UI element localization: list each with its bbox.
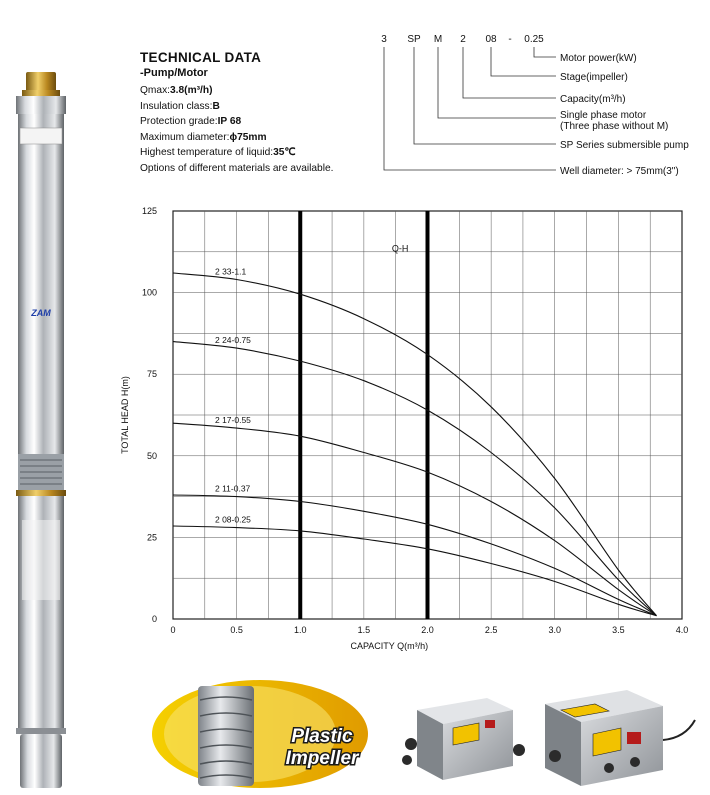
code-label: (Three phase without M) <box>560 121 669 132</box>
tech-line: Highest temperature of liquid:35℃ <box>140 147 296 159</box>
series-label: 2 11-0.37 <box>214 483 251 494</box>
code-label: Capacity(m³/h) <box>560 94 626 105</box>
control-box-1 <box>402 698 525 780</box>
chart-title: Q-H <box>391 243 409 254</box>
code-part: M <box>433 34 443 45</box>
code-label: Stage(impeller) <box>560 72 628 83</box>
series-label: 2 24-0.75 <box>214 335 251 346</box>
y-tick-label: 100 <box>141 287 157 298</box>
pump-illustration <box>6 70 76 790</box>
pump-brand-label: ZAM <box>31 308 51 318</box>
plastic-impeller-illustration <box>150 672 380 790</box>
control-box-2 <box>545 690 695 786</box>
code-part: 08 <box>485 34 497 45</box>
model-code-parts <box>381 34 544 45</box>
x-tick-label: 2.5 <box>484 625 498 635</box>
code-part: 2 <box>460 34 466 45</box>
model-code-diagram <box>360 20 710 180</box>
impeller-badge-line1: Plastic <box>291 726 353 747</box>
y-tick-label: 50 <box>146 450 157 461</box>
x-tick-label: 3.0 <box>548 625 562 635</box>
technical-data <box>140 50 380 177</box>
series-label: 2 17-0.55 <box>214 415 251 426</box>
tech-line: Options of different materials are available. <box>140 162 334 174</box>
x-axis-label: CAPACITY Q(m³/h) <box>350 641 429 651</box>
tech-title: TECHNICAL DATA <box>140 50 262 65</box>
code-label: Well diameter: > 75mm(3") <box>560 166 679 177</box>
code-part: - <box>508 34 512 45</box>
code-part: 0.25 <box>524 34 544 45</box>
x-tick-label: 4.0 <box>675 625 689 635</box>
x-tick-label: 1.0 <box>293 625 307 635</box>
control-boxes-illustration <box>395 680 705 790</box>
series-labels <box>215 267 251 525</box>
qh-chart <box>110 195 700 665</box>
tech-line: Qmax:3.8(m³/h) <box>140 85 213 96</box>
series-line <box>173 342 657 616</box>
series-label: 2 33-1.1 <box>214 266 247 277</box>
y-tick-label: 25 <box>146 532 157 543</box>
code-label: Single phase motor <box>560 110 647 121</box>
code-label: SP Series submersible pump <box>560 140 689 151</box>
series-lines <box>173 273 657 616</box>
y-tick-label: 0 <box>151 614 157 624</box>
x-tick-label: 0.5 <box>230 625 243 635</box>
tech-line: Protection grade:IP 68 <box>140 116 242 128</box>
y-tick-label: 125 <box>141 206 157 216</box>
series-line <box>173 273 657 616</box>
series-label: 2 08-0.25 <box>214 514 251 525</box>
y-tick-label: 75 <box>146 369 157 380</box>
code-label: Motor power(kW) <box>560 53 637 64</box>
x-tick-label: 1.5 <box>357 625 371 635</box>
y-axis-label: TOTAL HEAD H(m) <box>120 376 130 454</box>
x-tick-label: 0 <box>170 625 176 635</box>
impeller-badge-line2: Impeller <box>285 748 359 769</box>
code-part: 3 <box>381 34 387 45</box>
tech-subtitle: -Pump/Motor <box>140 67 208 79</box>
code-part: SP <box>407 34 421 45</box>
x-tick-label: 3.5 <box>612 625 625 635</box>
tech-line: Maximum diameter:ϕ75mm <box>140 131 267 143</box>
tech-line: Insulation class:B <box>140 100 220 112</box>
x-tick-label: 2.0 <box>421 625 434 635</box>
series-line <box>173 495 657 616</box>
